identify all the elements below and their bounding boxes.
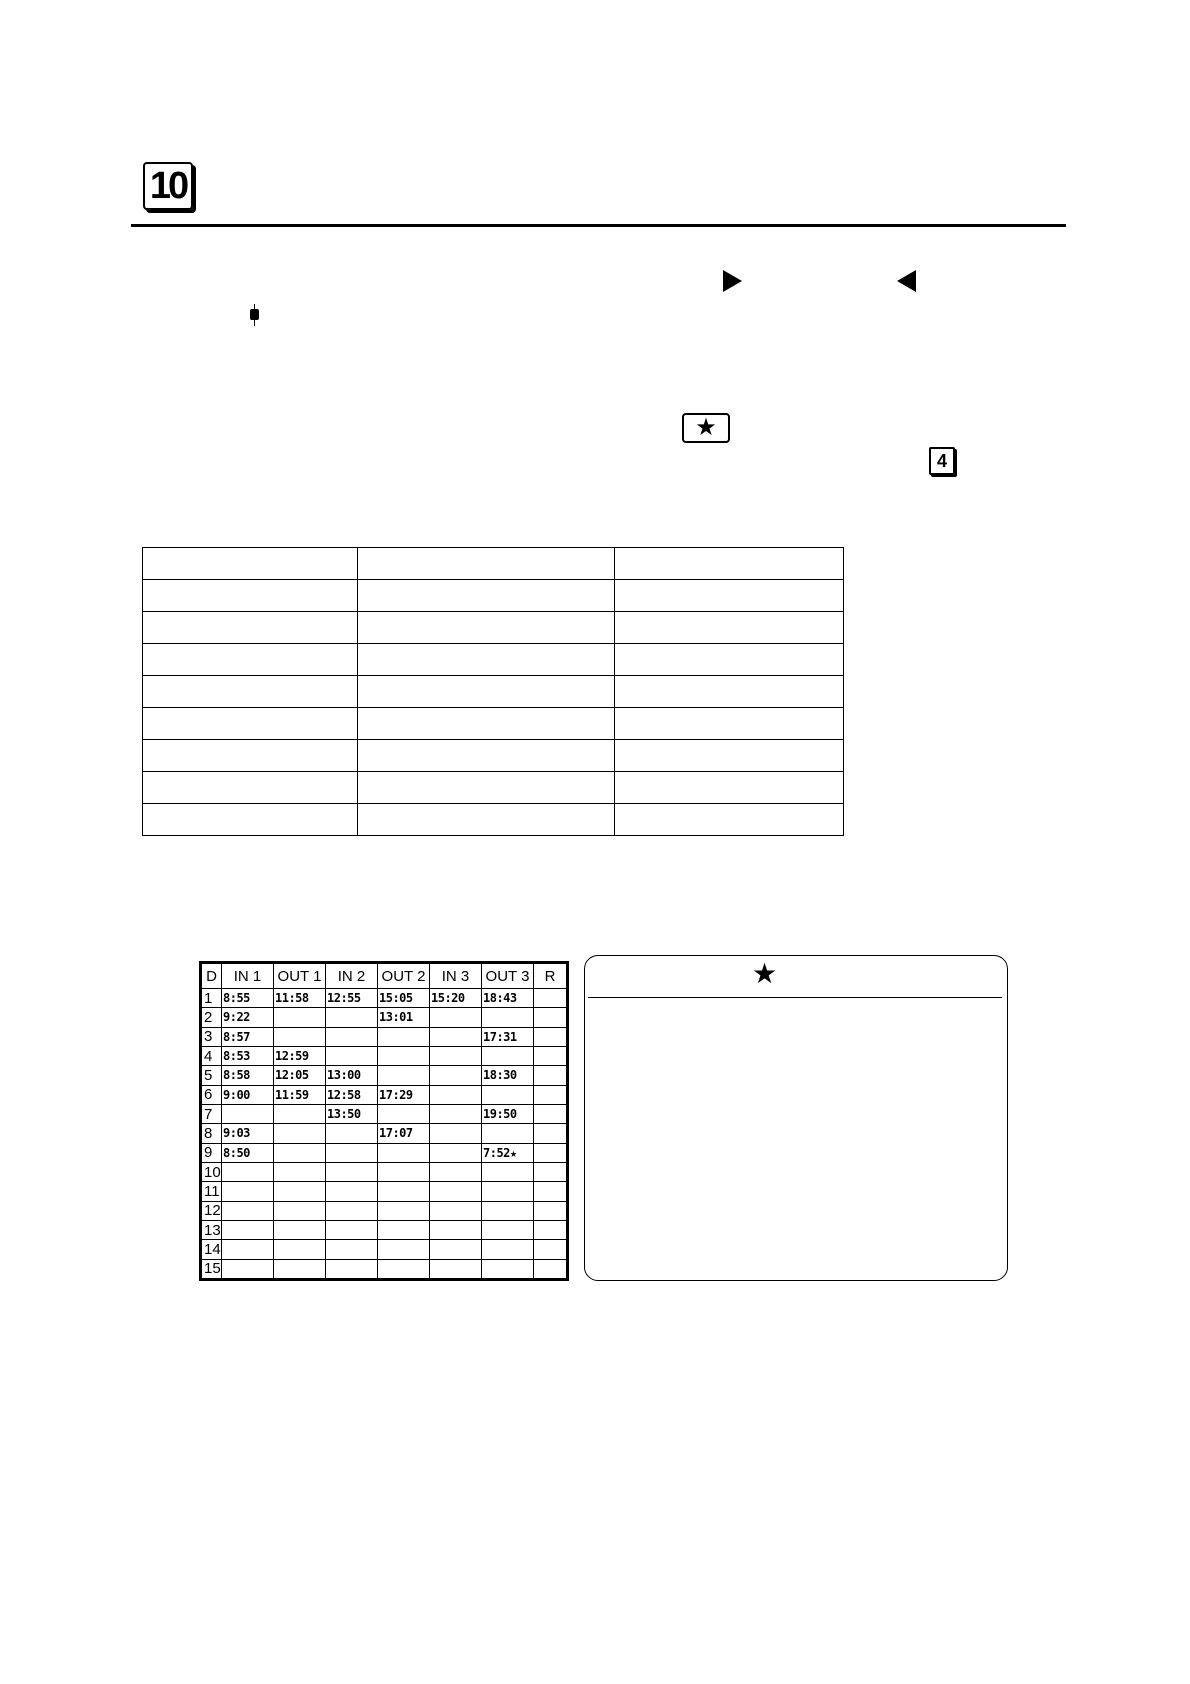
column-header-out2: OUT 2 [378,964,430,989]
time-cell-r [534,1066,567,1085]
time-cell-r [534,1220,567,1239]
time-cell-out1 [274,1143,326,1162]
time-cell-out2: 15:05 [378,989,430,1008]
column-header-out1: OUT 1 [274,964,326,989]
time-cell-out3 [482,1008,534,1027]
time-cell-in1 [222,1182,274,1201]
table-row [202,1143,567,1162]
time-cell-r [534,1008,567,1027]
day-cell: 3 [202,1027,222,1046]
time-cell-in1: 9:22 [222,1008,274,1027]
time-cell-r [534,1201,567,1220]
time-cell-out2 [378,1104,430,1123]
time-cell-r [534,989,567,1008]
time-cell-in2: 13:00 [326,1066,378,1085]
time-cell-out2 [378,1066,430,1085]
table-row [143,612,844,644]
day-cell: 12 [202,1201,222,1220]
time-cell-in2 [326,1008,378,1027]
time-cell-out3 [482,1046,534,1065]
table-row [202,1201,567,1220]
section-number-badge: 10 [143,162,193,210]
time-cell-out3 [482,1201,534,1220]
time-cell-in1 [222,1240,274,1259]
time-cell-out3: 18:30 [482,1066,534,1085]
time-cell-out1 [274,1162,326,1181]
column-header-in2: IN 2 [326,964,378,989]
time-cell-out2 [378,1027,430,1046]
time-cell-out3 [482,1240,534,1259]
table-row [143,548,844,580]
time-card [199,961,569,1281]
time-cell-out2 [378,1201,430,1220]
time-cell-in2 [326,1046,378,1065]
time-cell-in3 [430,1085,482,1104]
time-cell-out1 [274,1008,326,1027]
time-cell-in3 [430,1008,482,1027]
column-header-r: R [534,964,567,989]
time-card-header-row [202,964,567,989]
table-row [202,1046,567,1065]
time-cell-in3 [430,1143,482,1162]
star-key-icon: ★ [682,413,730,443]
time-cell-r [534,1162,567,1181]
time-cell-in3 [430,1182,482,1201]
right-triangle-icon [723,270,742,292]
time-cell-out3: 7:52★ [482,1143,534,1162]
table-row [202,1182,567,1201]
time-cell-in1: 8:58 [222,1066,274,1085]
time-cell-in3 [430,1201,482,1220]
time-cell-in2: 12:58 [326,1085,378,1104]
time-cell-out1: 12:05 [274,1066,326,1085]
time-cell-out3: 18:43 [482,989,534,1008]
time-cell-in2 [326,1201,378,1220]
time-cell-r [534,1027,567,1046]
time-cell-in3 [430,1220,482,1239]
time-cell-in2 [326,1124,378,1143]
time-cell-in2: 12:55 [326,989,378,1008]
time-cell-out1 [274,1104,326,1123]
time-cell-out2 [378,1220,430,1239]
time-cell-in2 [326,1162,378,1181]
column-header-in1: IN 1 [222,964,274,989]
time-cell-in2 [326,1143,378,1162]
time-cell-out3 [482,1162,534,1181]
time-cell-in2 [326,1220,378,1239]
time-cell-in2 [326,1027,378,1046]
time-cell-out3: 19:50 [482,1104,534,1123]
time-cell-in3: 15:20 [430,989,482,1008]
day-cell: 14 [202,1240,222,1259]
left-triangle-icon [897,270,916,292]
time-cell-in1 [222,1259,274,1278]
time-cell-out3 [482,1182,534,1201]
time-cell-in3 [430,1027,482,1046]
day-cell: 15 [202,1259,222,1278]
time-cell-r [534,1104,567,1123]
time-cell-in1: 8:53 [222,1046,274,1065]
time-cell-out1: 11:59 [274,1085,326,1104]
time-cell-out3 [482,1124,534,1143]
time-cell-r [534,1124,567,1143]
time-cell-in1: 8:50 [222,1143,274,1162]
time-cell-out2: 13:01 [378,1008,430,1027]
time-cell-in3 [430,1066,482,1085]
time-cell-r [534,1240,567,1259]
time-cell-out1 [274,1240,326,1259]
time-cell-out2 [378,1162,430,1181]
day-cell: 8 [202,1124,222,1143]
time-cell-in3 [430,1240,482,1259]
table-row [143,580,844,612]
table-row [143,804,844,836]
table-row [143,772,844,804]
time-cell-out2: 17:29 [378,1085,430,1104]
time-cell-r [534,1046,567,1065]
time-cell-out3: 17:31 [482,1027,534,1046]
time-cell-in1: 8:57 [222,1027,274,1046]
time-cell-out3 [482,1220,534,1239]
table-row [202,1085,567,1104]
day-cell: 5 [202,1066,222,1085]
time-cell-in2: 13:50 [326,1104,378,1123]
table-row [202,1027,567,1046]
table-row [143,644,844,676]
time-cell-out2: 17:07 [378,1124,430,1143]
time-cell-r [534,1182,567,1201]
column-header-day: D [202,964,222,989]
time-cell-in2 [326,1259,378,1278]
time-cell-in2 [326,1240,378,1259]
time-cell-out1 [274,1027,326,1046]
table-row [143,676,844,708]
time-cell-out3 [482,1259,534,1278]
day-cell: 11 [202,1182,222,1201]
time-cell-r [534,1143,567,1162]
day-cell: 13 [202,1220,222,1239]
day-cell: 2 [202,1008,222,1027]
time-cell-in3 [430,1046,482,1065]
time-cell-out1 [274,1124,326,1143]
time-cell-out2 [378,1046,430,1065]
time-cell-out1: 12:59 [274,1046,326,1065]
time-cell-in1 [222,1162,274,1181]
table-row [202,1240,567,1259]
table-row [202,989,567,1008]
day-cell: 9 [202,1143,222,1162]
time-cell-in1: 9:00 [222,1085,274,1104]
header-divider [131,224,1066,227]
column-header-out3: OUT 3 [482,964,534,989]
table-row [202,1220,567,1239]
time-cell-out1: 11:58 [274,989,326,1008]
table-row [202,1104,567,1123]
time-cell-in3 [430,1104,482,1123]
time-cell-out1 [274,1220,326,1239]
time-cell-in1: 8:55 [222,989,274,1008]
time-cell-in1 [222,1104,274,1123]
time-cell-out3 [482,1085,534,1104]
time-cell-in3 [430,1124,482,1143]
day-cell: 1 [202,989,222,1008]
pin-icon [250,304,259,326]
time-cell-in1: 9:03 [222,1124,274,1143]
star-icon: ★ [752,958,778,989]
note-panel-divider [588,997,1002,998]
time-cell-out2 [378,1182,430,1201]
time-cell-out2 [378,1143,430,1162]
time-cell-r [534,1085,567,1104]
table-row [202,1066,567,1085]
time-cell-out1 [274,1259,326,1278]
table-row [202,1162,567,1181]
table-row [143,740,844,772]
day-cell: 7 [202,1104,222,1123]
time-cell-in3 [430,1259,482,1278]
time-card-body [202,989,567,1279]
column-header-in3: IN 3 [430,964,482,989]
time-cell-in1 [222,1201,274,1220]
day-cell: 10 [202,1162,222,1181]
table-row [202,1124,567,1143]
time-cell-out1 [274,1182,326,1201]
key-4-icon: 4 [929,447,955,475]
time-cell-out2 [378,1240,430,1259]
day-cell: 4 [202,1046,222,1065]
table-row [202,1008,567,1027]
time-cell-out2 [378,1259,430,1278]
table-row [143,708,844,740]
time-cell-in1 [222,1220,274,1239]
time-cell-in2 [326,1182,378,1201]
day-cell: 6 [202,1085,222,1104]
time-cell-in3 [430,1162,482,1181]
reference-table [142,547,844,836]
time-cell-r [534,1259,567,1278]
time-cell-out1 [274,1201,326,1220]
note-panel [584,955,1008,1281]
table-row [202,1259,567,1278]
